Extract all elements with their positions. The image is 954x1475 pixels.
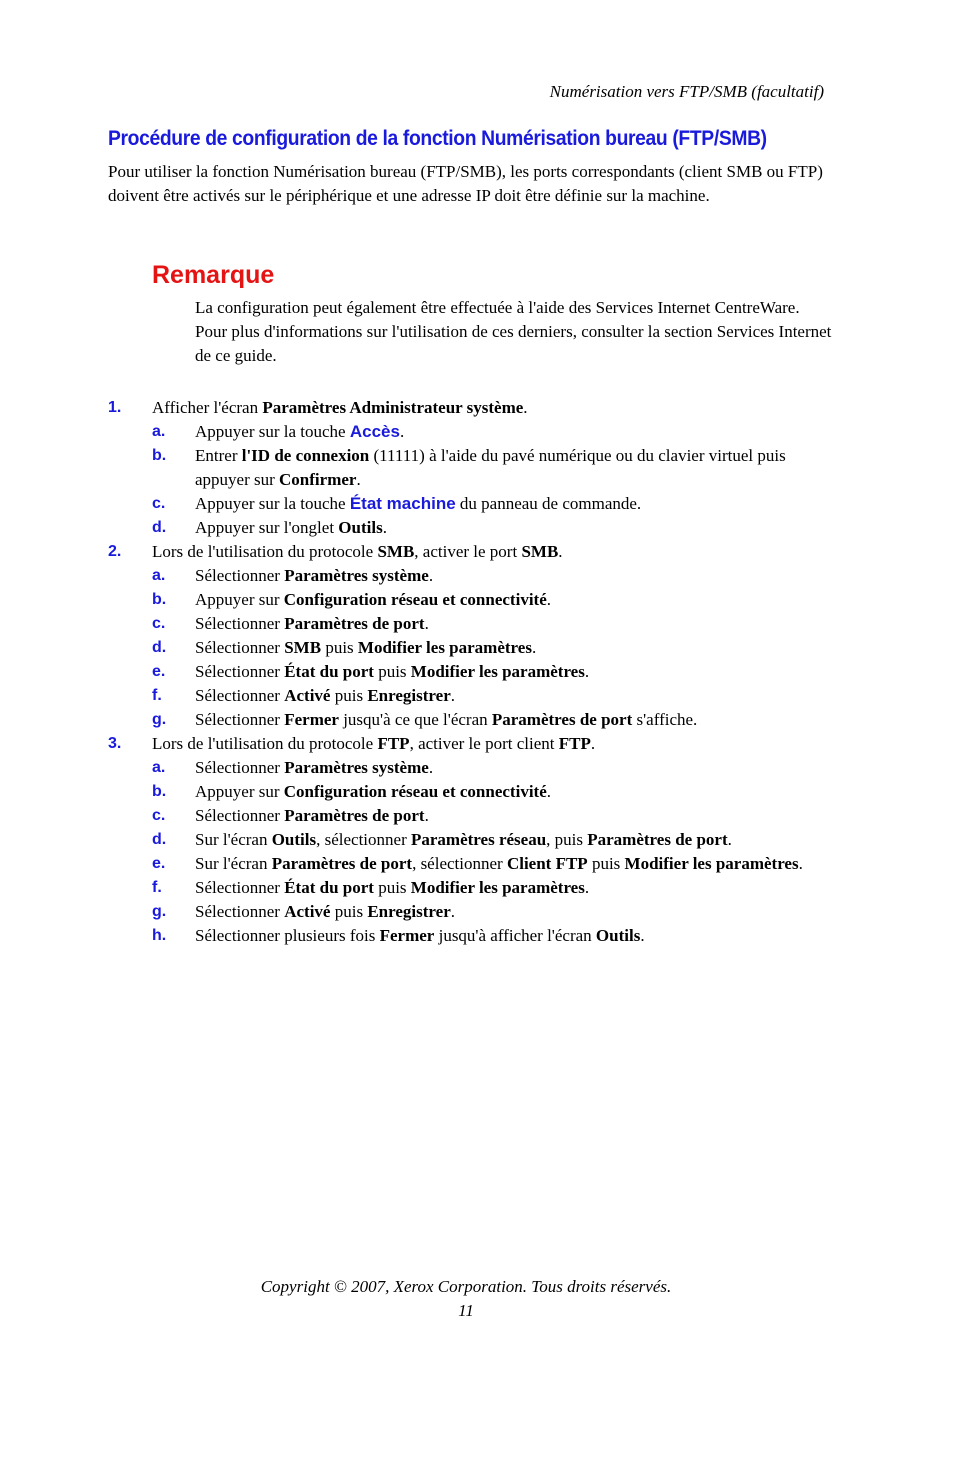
substep-letter: a.	[152, 759, 166, 776]
procedure-steps	[108, 396, 838, 948]
substep-item	[108, 636, 838, 660]
copyright-text: Copyright © 2007, Xerox Corporation. Tous droits réservés.	[260, 1277, 672, 1296]
bold-term: Paramètres de port	[284, 614, 425, 633]
substep-letter: c.	[152, 807, 166, 824]
substep-item	[108, 804, 838, 828]
substep-letter: b.	[152, 447, 167, 464]
bold-term: Paramètres de port	[491, 710, 633, 729]
substep-letter: d.	[152, 519, 167, 536]
bold-term: Modifier les paramètres	[357, 638, 532, 657]
substep-item	[108, 564, 838, 588]
text-run: .	[590, 734, 596, 753]
substep-letter: e.	[152, 855, 166, 872]
text-run: .	[531, 638, 537, 657]
substep-letter: g.	[152, 711, 167, 728]
text-run: Sélectionner	[195, 878, 285, 897]
text-run: Appuyer sur	[195, 590, 284, 609]
substep-item	[108, 492, 838, 516]
text-run: .	[558, 542, 563, 561]
text-run: .	[523, 398, 528, 417]
substep-item	[108, 588, 838, 612]
bold-term: Fermer	[284, 710, 339, 729]
text-run: .	[424, 614, 429, 633]
bold-term: Configuration réseau et connectivité	[283, 782, 547, 801]
text-run: .	[640, 926, 645, 945]
bold-term: SMB	[521, 542, 559, 561]
bold-term: Configuration réseau et connectivité	[283, 590, 547, 609]
text-run: Sélectionner	[195, 638, 285, 657]
page-number: 11	[458, 1301, 474, 1320]
substep-item	[108, 684, 838, 708]
substep-letter: a.	[152, 567, 166, 584]
text-run: .	[546, 782, 551, 801]
text-run: .	[584, 878, 590, 897]
text-run: .	[584, 662, 590, 681]
text-run: .	[450, 686, 455, 705]
substep-item	[108, 852, 838, 876]
substep-letter: b.	[152, 591, 167, 608]
text-run: puis	[330, 902, 368, 921]
text-run: .	[399, 422, 405, 441]
text-run: Lors de l'utilisation du protocole	[152, 542, 378, 561]
text-run: Sélectionner	[195, 806, 285, 825]
text-run: puis	[373, 878, 411, 897]
text-run: .	[428, 758, 434, 777]
text-run: Entrer	[195, 446, 242, 465]
substep-letter: d.	[152, 831, 167, 848]
bold-term: Modifier les paramètres	[624, 854, 799, 873]
text-run: .	[428, 566, 434, 585]
bold-term: Paramètres Administrateur système	[262, 398, 524, 417]
bold-term: Outils	[338, 518, 383, 537]
bold-term: Activé	[284, 902, 331, 921]
bold-term: Modifier les paramètres	[410, 662, 585, 681]
substep-letter: c.	[152, 495, 166, 512]
text-run: , sélectionner	[412, 854, 507, 873]
bold-term: Paramètres réseau	[411, 830, 547, 849]
text-run: .	[356, 470, 361, 489]
text-run: .	[424, 806, 429, 825]
bold-term: Outils	[271, 830, 317, 849]
text-run: , puis	[546, 830, 588, 849]
bold-term: Outils	[595, 926, 641, 945]
bold-term: FTP	[377, 734, 410, 753]
text-run: Sélectionner	[195, 902, 285, 921]
text-run: Sélectionner	[195, 614, 285, 633]
bold-term: Activé	[284, 686, 331, 705]
footer	[0, 1275, 932, 1323]
step-number: 3.	[108, 735, 122, 752]
substep-letter: g.	[152, 903, 167, 920]
note-body: La configuration peut également être effectuée à l'aide des Services Internet CentreWare. Pour plus d'informations sur l'utilisation de ces derniers, consulter la section Services Internet de ce guide.	[195, 298, 832, 365]
bold-term: État du port	[284, 662, 374, 681]
bold-term: Fermer	[379, 926, 435, 945]
substep-item	[108, 756, 838, 780]
substep-item	[108, 924, 838, 948]
substep-letter: a.	[152, 423, 166, 440]
text-run: Appuyer sur la touche	[195, 494, 350, 513]
key-name: État machine	[349, 494, 456, 513]
intro-paragraph: Pour utiliser la fonction Numérisation bureau (FTP/SMB), les ports correspondants (client SMB ou FTP) doivent être activés sur le périphérique et une adresse IP doit être définie sur la machine.	[108, 162, 823, 205]
text-run: Lors de l'utilisation du protocole	[152, 734, 378, 753]
step-number: 2.	[108, 543, 122, 560]
substep-letter: d.	[152, 639, 167, 656]
text-run: Sélectionner plusieurs fois	[195, 926, 380, 945]
text-run: Sélectionner	[195, 758, 285, 777]
key-name: Accès	[349, 422, 400, 441]
bold-term: Paramètres système	[284, 566, 429, 585]
bold-term: SMB	[377, 542, 415, 561]
text-run: puis	[330, 686, 368, 705]
text-run: Appuyer sur la touche	[195, 422, 350, 441]
text-run: jusqu'à afficher l'écran	[434, 926, 596, 945]
substep-letter: b.	[152, 783, 167, 800]
text-run: Sélectionner	[195, 566, 285, 585]
text-run: Sur l'écran	[195, 830, 272, 849]
bold-term: Modifier les paramètres	[410, 878, 585, 897]
text-run: , sélectionner	[316, 830, 411, 849]
section-title: Procédure de configuration de la fonction Numérisation bureau (FTP/SMB)	[108, 127, 767, 150]
step-item	[108, 540, 838, 564]
substep-item	[108, 420, 838, 444]
substep-item	[108, 876, 838, 900]
step-item	[108, 396, 838, 420]
bold-term: Confirmer	[279, 470, 357, 489]
bold-term: SMB	[284, 638, 322, 657]
text-run: , activer le port	[414, 542, 522, 561]
substep-item	[108, 780, 838, 804]
text-run: , activer le port client	[409, 734, 559, 753]
text-run: Sélectionner	[195, 710, 285, 729]
bold-term: Enregistrer	[367, 902, 451, 921]
substep-item	[108, 828, 838, 852]
text-run: puis	[373, 662, 411, 681]
bold-term: Paramètres système	[284, 758, 429, 777]
substep-letter: h.	[152, 927, 167, 944]
substep-letter: c.	[152, 615, 166, 632]
text-run: .	[546, 590, 551, 609]
substep-letter: e.	[152, 663, 166, 680]
bold-term: FTP	[558, 734, 591, 753]
text-run: Sur l'écran	[195, 854, 272, 873]
step-number: 1.	[108, 399, 122, 416]
text-run: Afficher l'écran	[152, 398, 263, 417]
text-run: (11111) à l'aide du pavé numérique ou du clavier virtuel puis appuyer sur	[195, 446, 786, 489]
bold-term: Paramètres de port	[284, 806, 425, 825]
text-run: puis	[587, 854, 625, 873]
substep-letter: f.	[152, 687, 162, 704]
text-run: Appuyer sur l'onglet	[195, 518, 339, 537]
bold-term: Client FTP	[506, 854, 588, 873]
substep-letter: f.	[152, 879, 162, 896]
running-header: Numérisation vers FTP/SMB (facultatif)	[549, 82, 824, 101]
substep-item	[108, 660, 838, 684]
bold-term: État du port	[284, 878, 374, 897]
substep-item	[108, 612, 838, 636]
substep-item	[108, 708, 838, 732]
bold-term: Enregistrer	[367, 686, 451, 705]
substep-item	[108, 444, 838, 492]
text-run: .	[450, 902, 455, 921]
note-title: Remarque	[152, 261, 275, 289]
text-run: s'affiche.	[632, 710, 698, 729]
substep-item	[108, 900, 838, 924]
bold-term: Paramètres de port	[587, 830, 728, 849]
bold-term: Paramètres de port	[271, 854, 413, 873]
text-run: jusqu'à ce que l'écran	[338, 710, 492, 729]
text-run: Sélectionner	[195, 686, 285, 705]
text-run: du panneau de commande.	[455, 494, 642, 513]
text-run: puis	[321, 638, 358, 657]
bold-term: l'ID de connexion	[241, 446, 370, 465]
text-run: Appuyer sur	[195, 782, 284, 801]
step-item	[108, 732, 838, 756]
text-run: .	[727, 830, 732, 849]
text-run: .	[382, 518, 387, 537]
substep-item	[108, 516, 838, 540]
text-run: Sélectionner	[195, 662, 285, 681]
text-run: .	[798, 854, 803, 873]
